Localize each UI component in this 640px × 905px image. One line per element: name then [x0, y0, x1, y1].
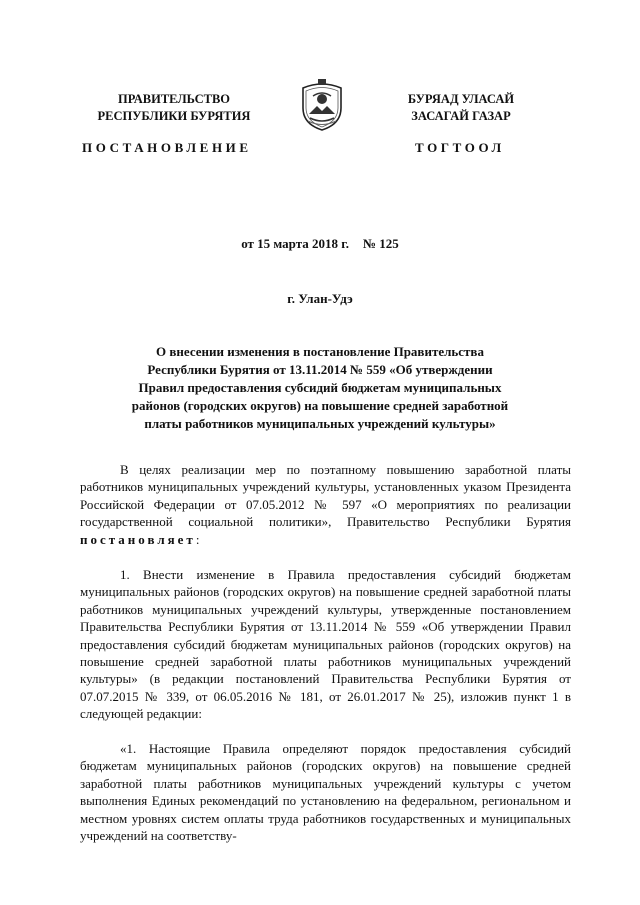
decree-verb: постановляет: [80, 531, 196, 547]
clause-1-paragraph: 1. Внести изменение в Правила предоставления субсидий бюджетам муниципальных районов (городских округов) на повышение средней заработной платы работников муниципальных учреждений культуры, утвержденные постановлением Правительства Республики Бурятия от 13.11.2014 № 559 «Об утверждении Правил предоставления субсидий бюджетам муниципальных районов (городских округов) на повышение средней заработной платы работников муниципальных учреждений культуры» (в редакции постановлений Правительства Республики Бурятия от 07.07.2015 № 339, от 06.05.2016 № 181, от 26.01.2017 № 25), изложив пункт 1 в следующей редакции:: [80, 567, 571, 722]
header-right-line1: БУРЯАД УЛАСАЙ: [407, 92, 515, 106]
preamble-end: :: [195, 531, 200, 547]
header-right-line2: ЗАСАГАЙ ГАЗАР: [411, 109, 511, 123]
clause-1-new-text-paragraph: «1. Настоящие Правила определяют порядок предоставления субсидий бюджетам муниципальных районов (городских округов) на повышение средней заработной платы работников муниципальных учреждений культуры с учетом выполнения Единых рекомендаций по установлению на федеральном, региональном и местном уровнях систем оплаты труда работников государственных и муниципальных учреждений на соответству-: [80, 741, 571, 844]
date-number-line: [0, 236, 640, 252]
title-line: Правил предоставления субсидий бюджетам муниципальных: [138, 380, 502, 395]
preamble-text: В целях реализации мер по поэтапному повышению заработной платы работников муниципальных учреждений культуры, установленных указом Президента Российской Федерации от 07.05.2012 № 597 «О мероприятиях по реализации государственной социальной политики», Правительство Республики Бурятия: [80, 462, 571, 530]
title-line: Республики Бурятия от 13.11.2014 № 559 «Об утверждении: [147, 362, 493, 377]
header-left-line2: РЕСПУБЛИКИ БУРЯТИЯ: [97, 109, 251, 123]
header-left: [86, 91, 262, 125]
title-line: районов (городских округов) на повышение средней заработной: [131, 398, 509, 413]
document-city: г. Улан-Удэ: [287, 291, 353, 306]
header-left-line1: ПРАВИТЕЛЬСТВО: [117, 92, 231, 106]
header-right: [378, 91, 544, 125]
title-line: О внесении изменения в постановление Правительства: [156, 344, 484, 359]
coat-of-arms-icon: [299, 78, 345, 132]
document-number: № 125: [362, 236, 399, 251]
title-line: платы работников муниципальных учреждений культуры»: [144, 416, 496, 431]
document-date: от 15 марта 2018 г.: [241, 236, 349, 251]
act-type-russian: ПОСТАНОВЛЕНИЕ: [82, 140, 252, 155]
document-title: [100, 343, 540, 433]
preamble-paragraph: [80, 461, 571, 548]
act-type-buryat: ТОГТООЛ: [415, 140, 505, 155]
